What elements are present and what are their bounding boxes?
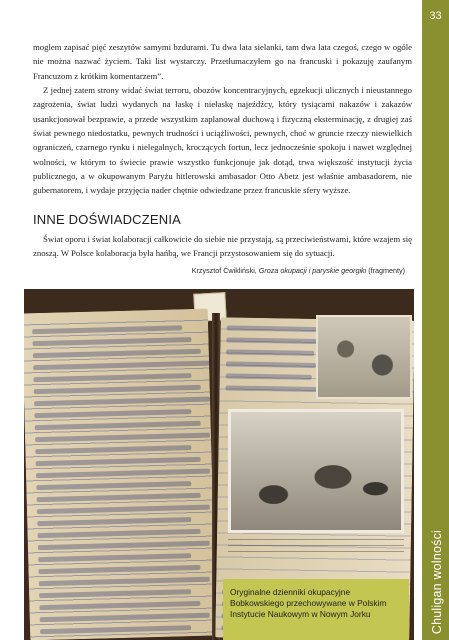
handwriting-stroke	[34, 397, 210, 407]
section-paragraph: Świat oporu i świat kolaboracji całkowicie do siebie nie przystają, są przeciwieństwami, które wzajem się znoszą. W Polsce kolaboracja była hańbą, we Francji przystosowaniem się do sytuacji.	[33, 234, 412, 259]
paragraph-1: moglem zapisać pięć zeszytów samymi bzdurami. Tu dwa lata sielanki, tam dwa lata czegoś, czego w ogóle nie można nazwać życiem. Taki list wystarczy. Przetłumaczyłem go na francuski i pokazuję zaufanym Francuzom z krótkim komentarzem”.	[33, 42, 412, 81]
diary-left-page	[24, 309, 216, 640]
handwriting-stroke	[32, 337, 191, 346]
handwriting-stroke	[226, 361, 316, 368]
handwriting-stroke	[39, 589, 191, 598]
page-number: 33	[429, 10, 442, 22]
handwriting-stroke	[40, 625, 191, 634]
pasted-photo-caption	[228, 534, 404, 556]
handwriting-stroke	[35, 445, 191, 454]
handwriting-stroke	[36, 457, 201, 466]
handwriting-stroke	[36, 469, 210, 479]
handwriting-stroke	[39, 577, 210, 586]
handwriting-stroke	[37, 517, 191, 526]
handwriting-stroke	[226, 373, 312, 380]
handwriting-stroke	[32, 325, 182, 334]
handwriting-stroke	[37, 505, 210, 515]
handwriting-stroke	[35, 433, 210, 443]
handwriting-stroke	[226, 385, 318, 392]
photo-caption: Oryginalne dzienniki okupacyjne Bobkowskiego przechowywane w Polskim Instytucie Naukowym w Nowym Jorku	[230, 587, 387, 619]
citation	[192, 266, 405, 275]
body-text	[33, 40, 412, 198]
citation-text: Krzysztof Ćwikliński, Groza okupacji i paryskie georgiki (fragmenty)	[191, 266, 405, 275]
pasted-photo-large	[228, 409, 404, 533]
handwriting-stroke	[35, 421, 201, 430]
handwriting-stroke	[38, 565, 200, 574]
handwriting-stroke	[33, 361, 210, 371]
section-text	[33, 232, 412, 261]
handwriting-stroke	[33, 349, 201, 358]
pasted-photo-small	[316, 315, 412, 399]
handwriting-stroke	[226, 337, 318, 344]
handwriting-stroke	[40, 613, 210, 622]
handwriting-stroke	[34, 385, 201, 394]
handwriting-stroke	[226, 349, 314, 356]
sidebar-strip	[422, 0, 449, 640]
handwriting-stroke	[34, 409, 191, 418]
handwriting-stroke	[38, 553, 191, 562]
section-heading: INNE DOŚWIADCZENIA	[33, 212, 182, 227]
photo-caption-box	[223, 579, 409, 640]
handwriting-stroke	[227, 325, 317, 332]
handwriting-stroke	[38, 529, 201, 538]
section-title-vertical: Chuligan wolności	[430, 529, 444, 634]
handwriting-stroke	[36, 481, 191, 490]
paragraph-2: Z jednej zatem strony widać świat terroru, obozów koncentracyjnych, egzekucji ulicznych i nieustannego zagrożenia, świat ludzi wydanych na łaskę i niełaskę najeźdźcy, który tysiącami nakazów i zakazów usankcjonował bezprawie, a przede wszystkim zaplanował duchową i fizyczną eksterminację, z drugiej zaś świat pewnego niedostatku, pewnych trudności i uciążliwości, pewnych, choć w gruncie rzeczy niewielkich ograniczeń, czarnego rynku i nielegalnych, kroczących fortun, lecz jednocześnie spokoju i nawet względnej wolności, w którym to świecie prawie wszystko funkcjonuje jak dotąd, trwa większość instytucji życia publicznego, a w okupowanym Paryżu hitlerowski ambasador Otto Abetz jest właśnie ambasadorem, nie gubernatorem, i wydaje przyjęcia nader chętnie odwiedzane przez francuskie sfery wyższe.	[33, 85, 412, 196]
handwriting-stroke	[38, 541, 210, 551]
handwriting-stroke	[37, 493, 201, 502]
handwriting-stroke	[39, 601, 200, 610]
handwriting-stroke	[33, 373, 191, 382]
